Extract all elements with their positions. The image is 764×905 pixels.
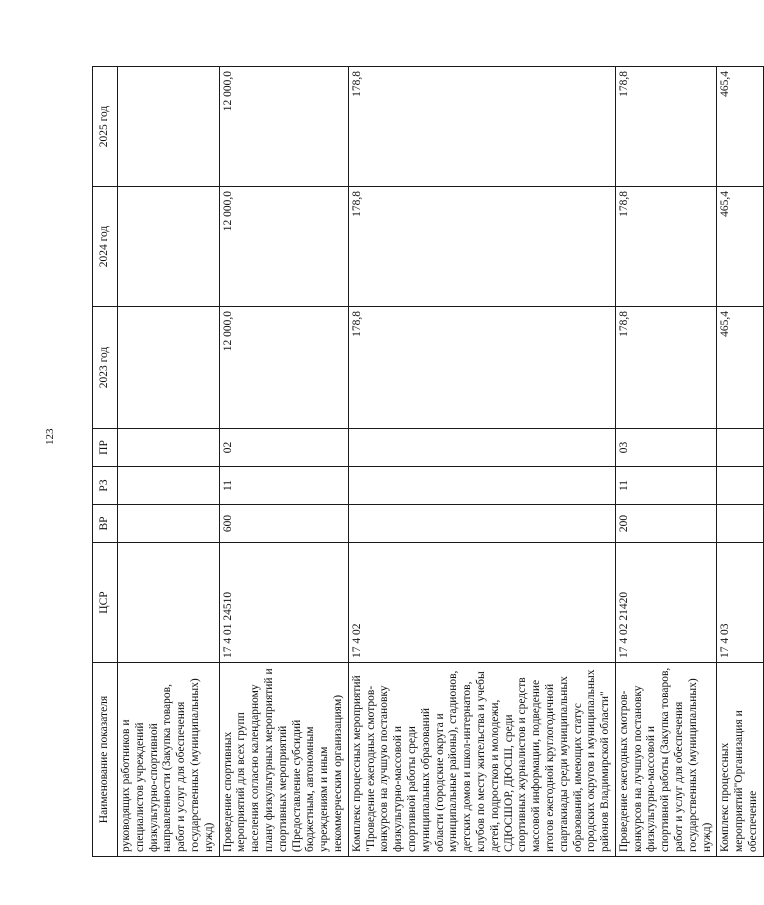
cell-2025: 465,4	[717, 67, 763, 187]
cell-2023	[118, 307, 220, 429]
cell-name: Комплекс процессных мероприятий "Проведение ежегодных смотров-конкурсов на лучшую постановку физкультурно-массовой и спортивной работы среди муниципальных образований области (городские округа и муниципальные районы), стадионов, детских домов и школ-интернатов, клубов по месту жительства и учебы детей, подростков и молодежи, СДЮСШОР, ДЮСШ, среди спортивных журналистов и средств массовой информации, подведение итогов ежегодной круглогодичной спартакиады среди муниципальных образований, имеющих статус городских округов и муниципальных районов Владимирской области"	[348, 663, 615, 857]
cell-2023: 178,8	[348, 307, 615, 429]
cell-vr	[348, 505, 615, 543]
rotated-table-wrapper	[92, 67, 760, 857]
cell-rz	[118, 467, 220, 505]
cell-2024	[118, 187, 220, 307]
header-csr: ЦСР	[93, 543, 118, 663]
table-row	[717, 67, 763, 857]
cell-csr: 17 4 03	[717, 543, 763, 663]
table-header-row	[93, 67, 118, 857]
cell-name: руководящих работников и специалистов учреждений физкультурно-спортивной направленности (Закупка товаров, работ и услуг для обеспечения государственных (муниципальных) нужд)	[118, 663, 220, 857]
cell-rz: 11	[219, 467, 348, 505]
table-row	[615, 67, 717, 857]
cell-2025: 12 000,0	[219, 67, 348, 187]
cell-csr	[118, 543, 220, 663]
cell-pr: 03	[615, 429, 717, 467]
cell-vr	[717, 505, 763, 543]
cell-rz	[717, 467, 763, 505]
cell-2024: 12 000,0	[219, 187, 348, 307]
cell-csr: 17 4 01 24510	[219, 543, 348, 663]
cell-pr: 02	[219, 429, 348, 467]
cell-2023: 178,8	[615, 307, 717, 429]
cell-rz: 11	[615, 467, 717, 505]
table-row	[348, 67, 615, 857]
cell-2025	[118, 67, 220, 187]
page-number: 123	[44, 428, 56, 445]
cell-2023: 12 000,0	[219, 307, 348, 429]
cell-rz	[348, 467, 615, 505]
cell-2023: 465,4	[717, 307, 763, 429]
cell-csr: 17 4 02 21420	[615, 543, 717, 663]
header-2025: 2025 год	[93, 67, 118, 187]
cell-2025: 178,8	[348, 67, 615, 187]
header-2024: 2024 год	[93, 187, 118, 307]
table-row	[219, 67, 348, 857]
cell-pr	[717, 429, 763, 467]
cell-name: Проведение спортивных мероприятий для всех групп населения согласно календарному плану физкультурных мероприятий и спортивных мероприятий (Предоставление субсидий бюджетным, автономным учреждениям и иным некоммерческим организациям)	[219, 663, 348, 857]
header-2023: 2023 год	[93, 307, 118, 429]
header-pr: ПР	[93, 429, 118, 467]
cell-2024: 178,8	[615, 187, 717, 307]
header-name: Наименование показателя	[93, 663, 118, 857]
budget-table	[92, 66, 764, 857]
cell-name: Проведение ежегодных смотров-конкурсов на лучшую постановку физкультурно-массовой и спортивной работы (Закупка товаров, работ и услуг для обеспечения государственных (муниципальных) нужд)	[615, 663, 717, 857]
header-rz: РЗ	[93, 467, 118, 505]
cell-vr: 200	[615, 505, 717, 543]
cell-csr: 17 4 02	[348, 543, 615, 663]
cell-2025: 178,8	[615, 67, 717, 187]
cell-name: Комплекс процессных мероприятий"Организация и обеспечение	[717, 663, 763, 857]
table-row	[118, 67, 220, 857]
cell-vr: 600	[219, 505, 348, 543]
cell-pr	[348, 429, 615, 467]
cell-2024: 465,4	[717, 187, 763, 307]
cell-vr	[118, 505, 220, 543]
header-vr: ВР	[93, 505, 118, 543]
cell-2024: 178,8	[348, 187, 615, 307]
cell-pr	[118, 429, 220, 467]
